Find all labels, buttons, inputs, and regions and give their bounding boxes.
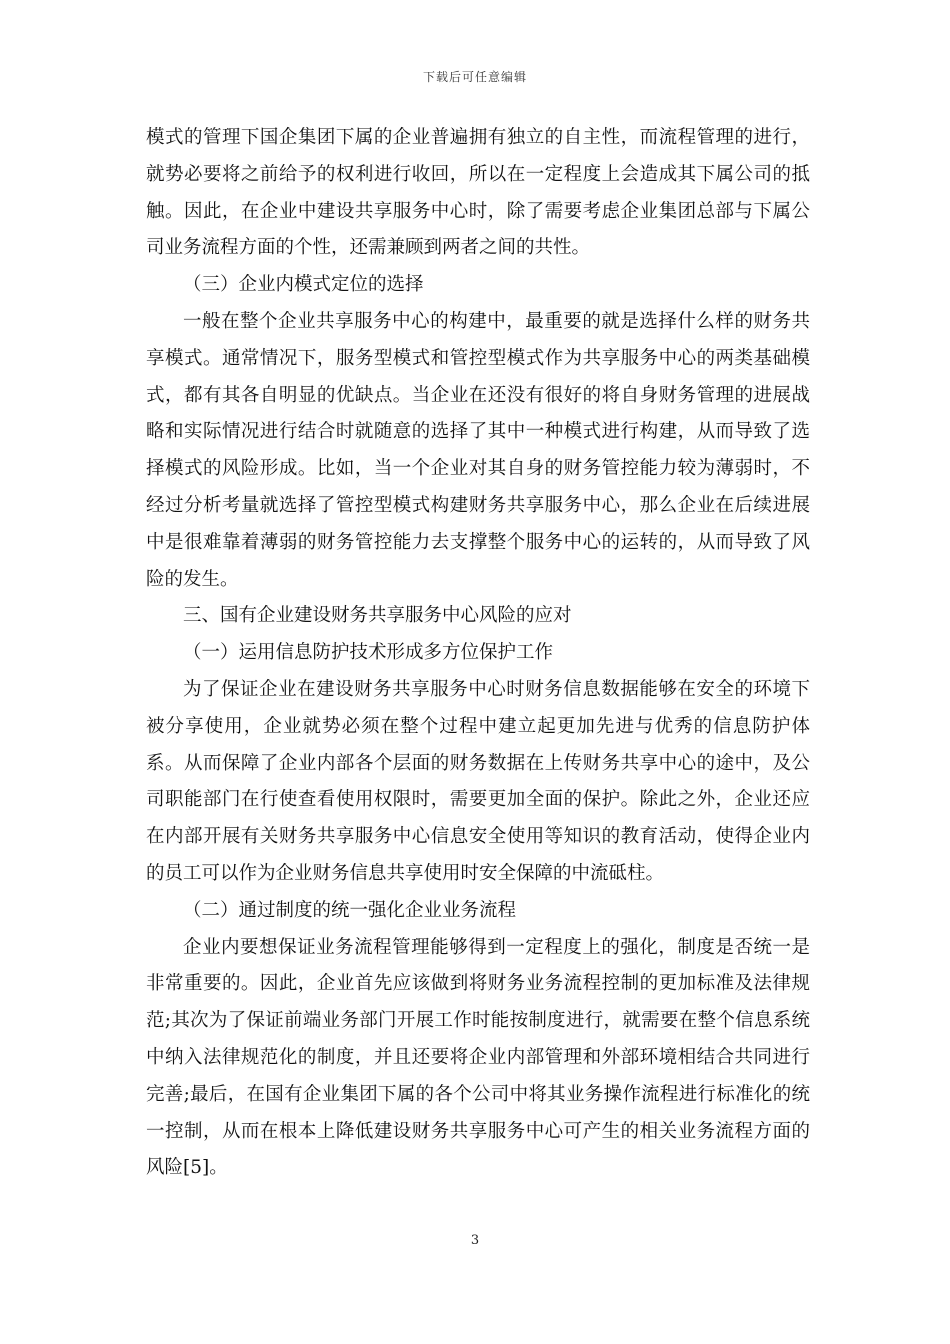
paragraph-unified-system: 企业内要想保证业务流程管理能够得到一定程度上的强化，制度是否统一是非常重要的。因此，企业首先应该做到将财务业务流程控制的更加标准及法律规范;其次为了保证前端业务部门开展工作时能按制度进行，就需要在整个信息系统中纳入法律规范化的制度，并且还要将企业内部管理和外部环境相结合共同进行完善;最后，在国有企业集团下属的各个公司中将其业务操作流程进行标准化的统一控制，从而在根本上降低建设财务共享服务中心可产生的相关业务流程方面的风险[5]。 — [146, 936, 810, 1179]
paragraph-info-protection: 为了保证企业在建设财务共享服务中心时财务信息数据能够在安全的环境下被分享使用，企业就势必须在整个过程中建立起更加先进与优秀的信息防护体系。从而保障了企业内部各个层面的财务数据在上传财务共享中心的途中，及公司职能部门在行使查看使用权限时，需要更加全面的保护。除此之外，企业还应在内部开展有关财务共享服务中心信息安全使用等知识的教育活动，使得企业内的员工可以作为企业财务信息共享使用时安全保障的中流砥柱。 — [146, 678, 810, 884]
paragraph-continuation: 模式的管理下国企集团下属的企业普遍拥有独立的自主性，而流程管理的进行，就势必要将之前给予的权利进行收回，所以在一定程度上会造成其下属公司的抵触。因此，在企业中建设共享服务中心时，除了需要考虑企业集团总部与下属公司业务流程方面的个性，还需兼顾到两者之间的共性。 — [146, 127, 810, 259]
page-header: 下载后可任意编辑 — [422, 70, 527, 84]
paragraph-mode-selection: 一般在整个企业共享服务中心的构建中，最重要的就是选择什么样的财务共享模式。通常情况下，服务型模式和管控型模式作为共享服务中心的两类基础模式，都有其各自明显的优缺点。当企业在还没有很好的将自身财务管理的进展战略和实际情况进行结合时就随意的选择了其中一种模式进行构建，从而导致了选择模式的风险形成。比如，当一个企业对其自身的财务管控能力较为薄弱时，不经过分析考量就选择了管控型模式构建财务共享服务中心，那么企业在后续进展中是很难靠着薄弱的财务管控能力去支撑整个服务中心的运转的，从而导致了风险的发生。 — [146, 310, 810, 590]
section-heading-risk-response: 三、国有企业建设财务共享服务中心风险的应对 — [183, 605, 572, 627]
page-number: 3 — [470, 1233, 480, 1248]
document-body — [146, 120, 810, 1187]
subheading-mode-positioning: （三）企业内模式定位的选择 — [183, 274, 424, 296]
subheading-info-protection: （一）运用信息防护技术形成多方位保护工作 — [183, 642, 554, 664]
subheading-unified-system: （二）通过制度的统一强化企业业务流程 — [183, 899, 517, 921]
